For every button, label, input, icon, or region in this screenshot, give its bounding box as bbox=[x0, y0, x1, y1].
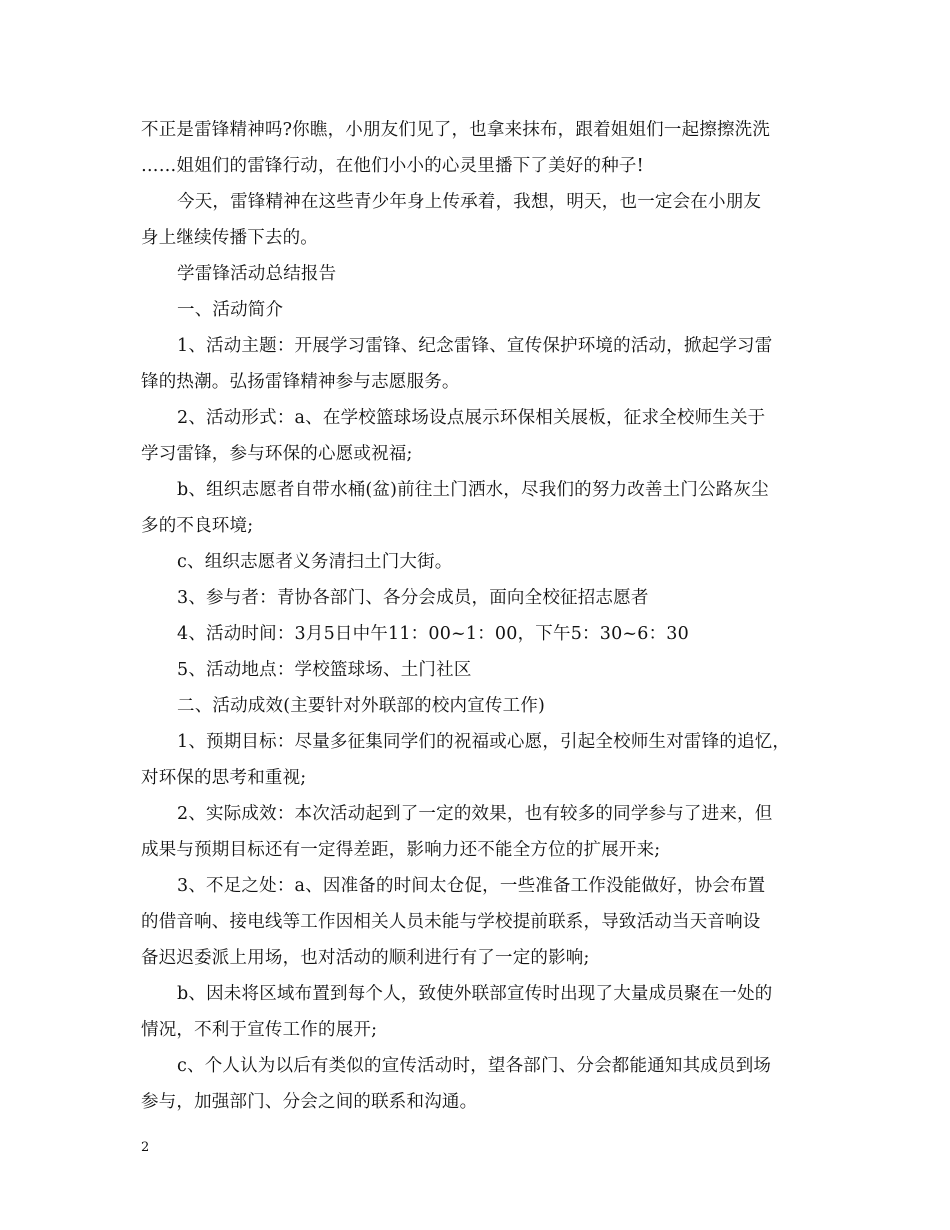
text-line: 5、活动地点：学校篮球场、土门社区 bbox=[177, 660, 472, 680]
text-line: 3、不足之处：a、因准备的时间太仓促，一些准备工作没能做好，协会布置 bbox=[177, 876, 766, 896]
text-line: c、组织志愿者义务清扫土门大街。 bbox=[177, 552, 453, 572]
section-heading: 一、活动简介 bbox=[177, 300, 284, 320]
text-line: 1、预期目标：尽量多征集同学们的祝福或心愿，引起全校师生对雷锋的追忆， bbox=[177, 732, 791, 752]
text-line: 参与，加强部门、分会之间的联系和沟通。 bbox=[141, 1092, 478, 1112]
text-line: 2、实际成效：本次活动起到了一定的效果，也有较多的同学参与了进来，但 bbox=[177, 804, 773, 824]
text-line: b、因未将区域布置到每个人，致使外联部宣传时出现了大量成员聚在一处的 bbox=[177, 984, 773, 1004]
text-line: 今天，雷锋精神在这些青少年身上传承着，我想，明天，也一定会在小朋友 bbox=[177, 192, 762, 212]
section-title: 学雷锋活动总结报告 bbox=[177, 264, 337, 284]
page-number: 2 bbox=[141, 1140, 150, 1155]
text-line: 身上继续传播下去的。 bbox=[141, 228, 318, 248]
text-line: 学习雷锋，参与环保的心愿或祝福; bbox=[141, 444, 413, 464]
text-line: 多的不良环境; bbox=[141, 516, 254, 536]
text-line: 1、活动主题：开展学习雷锋、纪念雷锋、宣传保护环境的活动，掀起学习雷 bbox=[177, 336, 773, 356]
text-line: 的借音响、接电线等工作因相关人员未能与学校提前联系，导致活动当天音响设 bbox=[141, 912, 761, 932]
text-line: 2、活动形式：a、在学校篮球场设点展示环保相关展板，征求全校师生关于 bbox=[177, 408, 766, 428]
text-line: 锋的热潮。弘扬雷锋精神参与志愿服务。 bbox=[141, 372, 460, 392]
text-line: 备迟迟委派上用场，也对活动的顺利进行有了一定的影响; bbox=[141, 948, 590, 968]
text-line: 不正是雷锋精神吗?你瞧，小朋友们见了，也拿来抹布，跟着姐姐们一起擦擦洗洗 bbox=[141, 120, 771, 140]
text-line: c、个人认为以后有类似的宣传活动时，望各部门、分会都能通知其成员到场 bbox=[177, 1056, 772, 1076]
section-heading: 二、活动成效(主要针对外联部的校内宣传工作) bbox=[177, 696, 546, 716]
text-line: 成果与预期目标还有一定得差距，影响力还不能全方位的扩展开来; bbox=[141, 840, 661, 860]
text-line: 情况，不利于宣传工作的展开; bbox=[141, 1020, 378, 1040]
text-line: 对环保的思考和重视; bbox=[141, 768, 307, 788]
text-line: 3、参与者：青协各部门、各分会成员，面向全校征招志愿者 bbox=[177, 588, 649, 608]
text-line: 4、活动时间：3月5日中午11：00~1：00，下午5：30~6：30 bbox=[177, 624, 689, 644]
text-line: ……姐姐们的雷锋行动，在他们小小的心灵里播下了美好的种子! bbox=[141, 156, 644, 176]
text-line: b、组织志愿者自带水桶(盆)前往土门洒水，尽我们的努力改善土门公路灰尘 bbox=[177, 480, 769, 500]
